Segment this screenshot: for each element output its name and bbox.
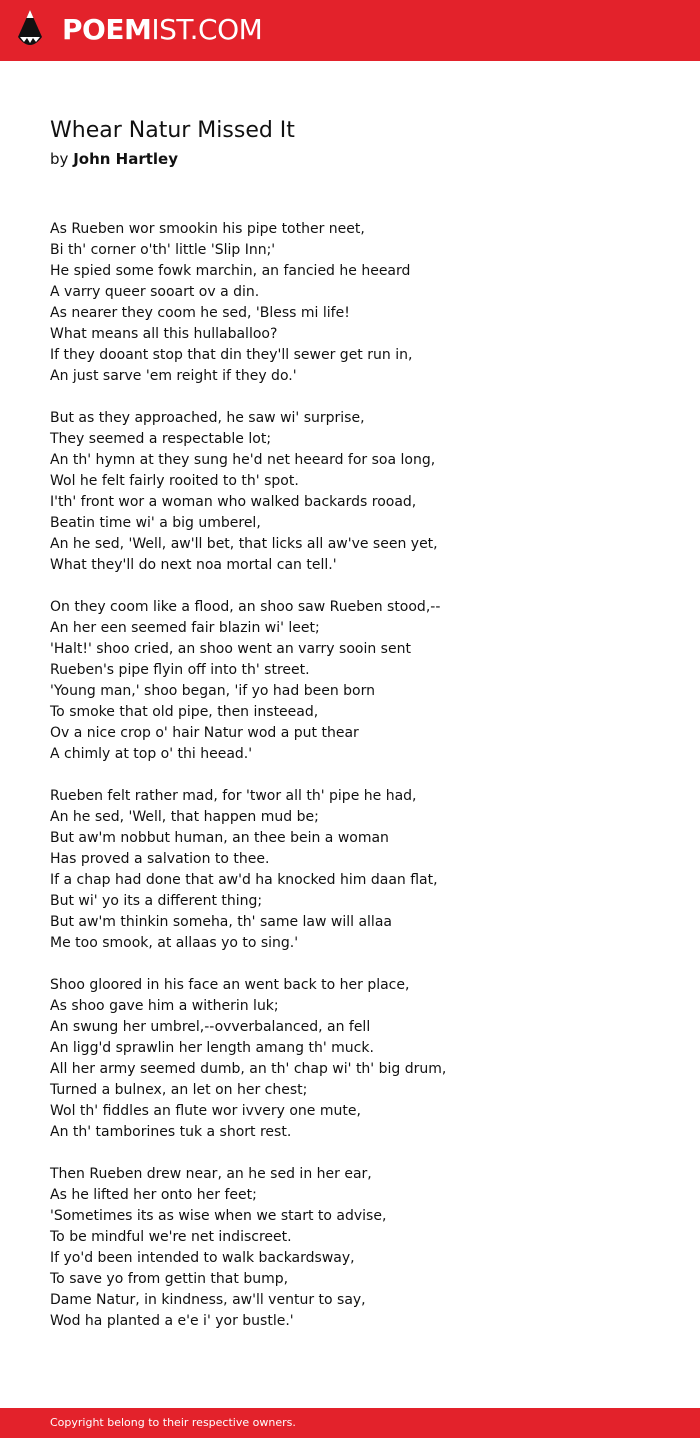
poem-line: Wol th' fiddles an flute wor ivvery one mute, xyxy=(50,1103,361,1119)
poem-line: Shoo gloored in his face an went back to her place, xyxy=(50,977,410,993)
site-header xyxy=(0,0,700,61)
poem-line: 'Halt!' shoo cried, an shoo went an varry sooin sent xyxy=(50,641,411,657)
poem-line: As shoo gave him a witherin luk; xyxy=(50,998,279,1014)
poem-line: He spied some fowk marchin, an fancied he heeard xyxy=(50,263,411,279)
poem-line: What they'll do next noa mortal can tell.' xyxy=(50,557,337,573)
poem-line: 'Young man,' shoo began, 'if yo had been born xyxy=(50,683,375,699)
poem-line: As he lifted her onto her feet; xyxy=(50,1187,257,1203)
poem-line: As Rueben wor smookin his pipe tother neet, xyxy=(50,221,365,237)
copyright-notice: Copyright belong to their respective owners. xyxy=(50,1416,296,1429)
poem-line: An he sed, 'Well, aw'll bet, that licks all aw've seen yet, xyxy=(50,536,438,552)
stanza xyxy=(50,1164,670,1332)
poem-body xyxy=(50,219,670,1353)
poem-line: Dame Natur, in kindness, aw'll ventur to say, xyxy=(50,1292,366,1308)
poem-line: What means all this hullaballoo? xyxy=(50,326,278,342)
poem-line: But aw'm thinkin someha, th' same law will allaa xyxy=(50,914,392,930)
poem-line: But aw'm nobbut human, an thee bein a woman xyxy=(50,830,389,846)
poem-line: If a chap had done that aw'd ha knocked him daan flat, xyxy=(50,872,438,888)
poem-line: 'Sometimes its as wise when we start to advise, xyxy=(50,1208,387,1224)
logo-bold-text: POEM xyxy=(62,13,152,46)
poem-line: An th' hymn at they sung he'd net heeard for soa long, xyxy=(50,452,436,468)
poem-line: Turned a bulnex, an let on her chest; xyxy=(50,1082,308,1098)
poem-line: An her een seemed fair blazin wi' leet; xyxy=(50,620,320,636)
poem-line: But as they approached, he saw wi' surprise, xyxy=(50,410,365,426)
poem-title: Whear Natur Missed It xyxy=(50,118,295,143)
poem-line: An ligg'd sprawlin her length amang th' muck. xyxy=(50,1040,374,1056)
poem-line: Wol he felt fairly rooited to th' spot. xyxy=(50,473,299,489)
stanza xyxy=(50,408,670,576)
poem-line: Ov a nice crop o' hair Natur wod a put thear xyxy=(50,725,359,741)
poem-line: As nearer they coom he sed, 'Bless mi life! xyxy=(50,305,350,321)
poem-line: Me too smook, at allaas yo to sing.' xyxy=(50,935,299,951)
poem-line: A varry queer sooart ov a din. xyxy=(50,284,260,300)
poem-line: If yo'd been intended to walk backardsway, xyxy=(50,1250,355,1266)
poem-line: Has proved a salvation to thee. xyxy=(50,851,270,867)
poem-line: Bi th' corner o'th' little 'Slip Inn;' xyxy=(50,242,276,258)
poem-line: Rueben's pipe flyin off into th' street. xyxy=(50,662,310,678)
poem-line: They seemed a respectable lot; xyxy=(50,431,272,447)
poem-line: I'th' front wor a woman who walked backards rooad, xyxy=(50,494,417,510)
poem-line: To be mindful we're net indiscreet. xyxy=(50,1229,292,1245)
by-label: by xyxy=(50,150,69,168)
poem-line: Beatin time wi' a big umberel, xyxy=(50,515,261,531)
site-logo[interactable] xyxy=(62,12,262,48)
poem-line: On they coom like a flood, an shoo saw Rueben stood,-- xyxy=(50,599,441,615)
byline xyxy=(50,149,178,169)
poem-line: An just sarve 'em reight if they do.' xyxy=(50,368,297,384)
poem-line: To save yo from gettin that bump, xyxy=(50,1271,289,1287)
poem-line: An swung her umbrel,--ovverbalanced, an fell xyxy=(50,1019,371,1035)
poem-line: But wi' yo its a different thing; xyxy=(50,893,263,909)
poem-line: A chimly at top o' thi heead.' xyxy=(50,746,253,762)
site-footer xyxy=(0,1408,700,1438)
pencil-tip-icon[interactable] xyxy=(17,9,43,51)
stanza xyxy=(50,219,670,387)
poem-line: All her army seemed dumb, an th' chap wi' th' big drum, xyxy=(50,1061,447,1077)
stanza xyxy=(50,597,670,765)
poem-line: An he sed, 'Well, that happen mud be; xyxy=(50,809,319,825)
poem-line: If they dooant stop that din they'll sewer get run in, xyxy=(50,347,413,363)
poem-line: Rueben felt rather mad, for 'twor all th' pipe he had, xyxy=(50,788,417,804)
poem-line: An th' tamborines tuk a short rest. xyxy=(50,1124,292,1140)
logo-light-text: IST.COM xyxy=(151,13,263,46)
stanza xyxy=(50,786,670,954)
author-name: John Hartley xyxy=(73,150,178,168)
poem-line: To smoke that old pipe, then insteead, xyxy=(50,704,319,720)
poem-line: Then Rueben drew near, an he sed in her ear, xyxy=(50,1166,372,1182)
poem-line: Wod ha planted a e'e i' yor bustle.' xyxy=(50,1313,294,1329)
stanza xyxy=(50,975,670,1143)
